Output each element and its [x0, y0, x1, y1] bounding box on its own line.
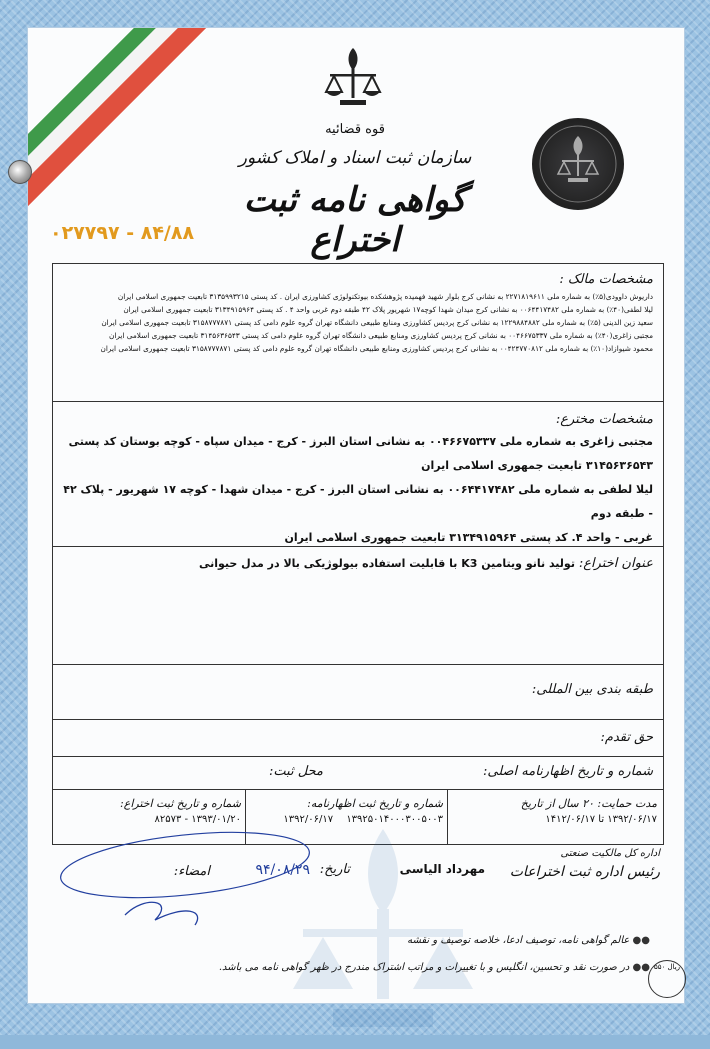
row-divider	[53, 719, 663, 720]
owners-text	[63, 290, 653, 355]
row-divider	[53, 756, 663, 757]
rivet-icon	[8, 160, 32, 184]
column-divider	[447, 789, 448, 844]
official-seal-icon	[532, 118, 624, 210]
iran-flag-ribbon	[28, 28, 208, 208]
place-label: محل ثبت:	[268, 764, 323, 779]
priority-label: حق تقدم:	[600, 730, 653, 745]
row-divider	[53, 664, 663, 665]
date-label: تاریخ:	[319, 862, 350, 877]
inventor-line: مجتبی زاغری به شماره ملی ۰۰۴۶۶۷۵۳۳۷ به نشانی استان البرز - کرج - میدان سپاه - کوچه بوستان کد پستی	[68, 435, 653, 448]
declaration-label: شماره و تاریخ ثبت اظهارنامه:	[307, 797, 443, 810]
invention-title-value: تولید نانو ویتامین K3 با قابلیت استفاده بیولوژیکی بالا در مدل حیوانی	[198, 557, 575, 570]
certificate-title: گواهی نامه ثبت اختراع	[243, 180, 467, 260]
judiciary-emblem-icon	[320, 44, 386, 112]
signature-label: امضاء:	[173, 864, 210, 879]
inventors-text	[63, 430, 653, 550]
validity-label: مدت حمایت: ۲۰ سال از تاریخ	[520, 797, 657, 810]
owner-line: سعید زین الدینی (۵٪) به شماره ملی ۱۲۲۹۸۸۴۸۸۲ به نشانی کرج پردیس کشاورزی ومنابع طبیعی دانشگاه تهران گروه علوم دامی کد پستی ۳۱۵۸۷۷۷۸۷۱ تابعیت جمهوری اسلامی ایران	[101, 318, 653, 327]
owner-line: مجتبی زاغری(۴۰٪) به شماره ملی ۰۰۴۶۶۷۵۳۳۷ به نشانی کرج پردیس کشاورزی ومنابع طبیعی دانشگاه تهران گروه علوم دامی کد پستی ۳۱۴۵۶۳۶۵۴۳ تابعیت جمهوری اسلامی ایران	[109, 331, 653, 340]
row-divider	[53, 546, 663, 547]
declaration-number: ۱۳۹۲۵۰۱۴۰۰۰۳۰۰۵۰۰۳	[346, 814, 443, 825]
owner-line: لیلا لطفی(۴۰٪) به شماره ملی ۰۰۶۴۴۱۷۴۸۲ به نشانی کرج میدان شهدا کوچه۱۷ شهریور پلاک ۴۲ طبقه دوم غربی واحد ۴ . کد پستی ۳۱۳۴۹۱۵۹۶۴ تابعیت جمهوری اسلامی ایران	[123, 305, 653, 314]
inventor-line: لیلا لطفی به شماره ملی ۰۰۶۴۴۱۷۴۸۲ به نشانی استان البرز - کرج - میدان شهدا - کوچه ۱۷ شهریور - پلاک ۴۲ - طبقه دوم	[63, 483, 653, 520]
footnote-2-text: در صورت نقد و تحسین، انگلیس و با تغییرات و مراتب اشتراک مندرج در ظهر گواهی نامه می باشد.	[218, 962, 630, 973]
footnote-2: ●● در صورت نقد و تحسین، انگلیس و با تغییرات و مراتب اشتراک مندرج در ظهر گواهی نامه می باشد.	[218, 962, 650, 973]
registration-label: شماره و تاریخ ثبت اختراع:	[120, 797, 241, 810]
row-divider	[53, 401, 663, 402]
registration-value: ۱۳۹۳/۰۱/۲۰ - ۸۲۵۷۳	[154, 814, 241, 825]
certificate-table	[52, 263, 664, 845]
official-name: مهرداد الیاسی	[399, 862, 485, 876]
inventor-line: غربی - واحد ۴. کد پستی ۳۱۳۴۹۱۵۹۶۴ تابعیت جمهوری اسلامی ایران	[284, 531, 653, 544]
owner-line: محمود شیوازاد(۱۰٪) به شماره ملی ۰۰۴۲۴۷۷۰۸۱۲ به نشانی کرج پردیس کشاورزی ومنابع طبیعی دانشگاه تهران گروه علوم دامی کد پستی ۳۱۵۸۷۷۷۸۷۱ تابعیت جمهوری اسلامی ایران	[100, 344, 653, 353]
validity-value: ۱۳۹۲/۰۶/۱۷ تا ۱۴۱۲/۰۶/۱۷	[545, 814, 657, 825]
official-role: رئیس اداره ثبت اختراعات	[509, 864, 660, 880]
inventor-line: ۳۱۴۵۶۳۶۵۴۳ تابعیت جمهوری اسلامی ایران	[421, 459, 653, 472]
invention-title-row	[63, 556, 653, 571]
inventors-label: مشخصات مخترع:	[555, 412, 653, 427]
footnote-1: ●● عالم گواهی نامه، توصیف ادعا، خلاصه توصیف و نقشه	[407, 935, 650, 946]
footnote-1-text: عالم گواهی نامه، توصیف ادعا، خلاصه توصیف و نقشه	[407, 935, 630, 946]
serial-number: ۸۴/۸۸ - ۰۲۷۷۹۷	[50, 222, 195, 244]
original-claim-label: شماره و تاریخ اظهارنامه اصلی:	[482, 764, 653, 779]
signature-scribble	[55, 820, 315, 940]
invention-title-label: عنوان اختراع:	[578, 556, 653, 571]
declaration-date: ۱۳۹۲/۰۶/۱۷	[283, 814, 334, 825]
owners-label: مشخصات مالک :	[559, 272, 653, 287]
row-divider	[53, 789, 663, 790]
office-name: اداره کل مالکیت صنعتی	[560, 848, 660, 859]
revenue-stamp: ۵۵۰ ریال	[648, 960, 686, 998]
handwritten-date: ۹۴/۰۸/۲۹	[255, 862, 310, 878]
organization-name: سازمان ثبت اسناد و املاک کشور	[238, 148, 472, 168]
judiciary-label: قوه قضائیه	[325, 122, 385, 137]
ipc-label: طبقه بندی بین المللی:	[531, 682, 653, 697]
owner-line: داریوش داوودی(۵٪) به شماره ملی ۲۲۷۱۸۱۹۶۱۱ به نشانی کرج بلوار شهید فهمیده پژوهشکده بیوتکنولوژی کشاورزی ایران . کد پستی ۳۱۳۵۹۹۳۲۱۵ تابعیت جمهوری اسلامی ایران	[117, 292, 653, 301]
validity-cell	[452, 796, 657, 828]
